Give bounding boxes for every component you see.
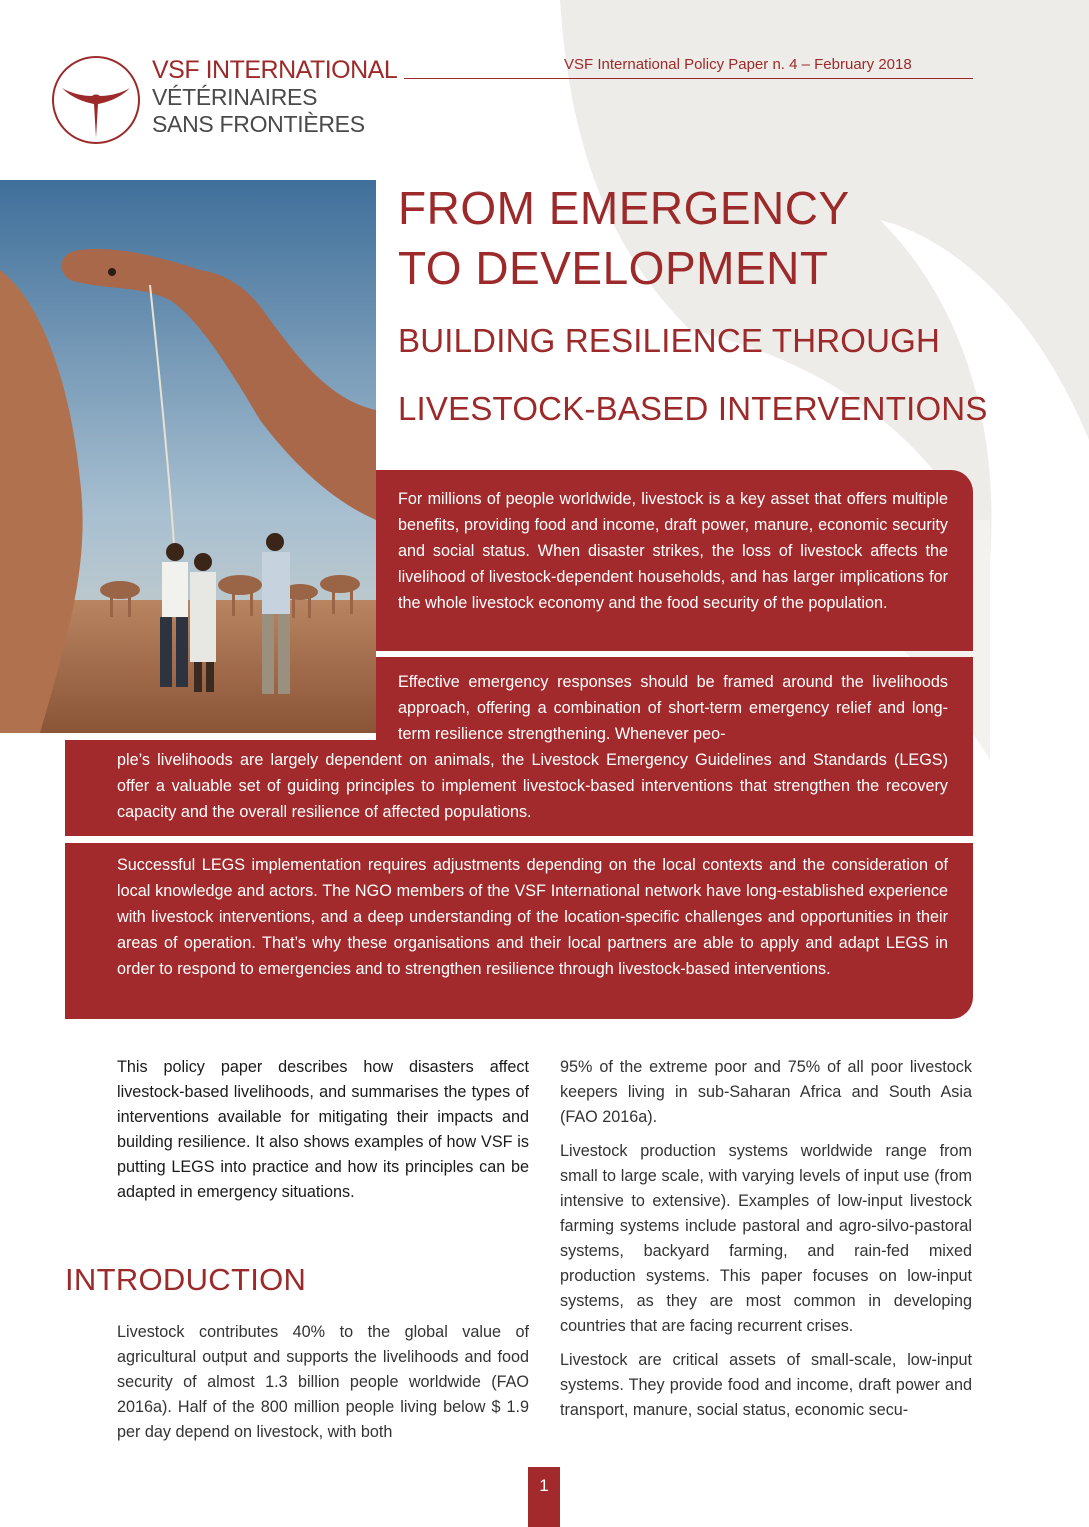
right-column-paragraph-1: 95% of the extreme poor and 75% of all poor livestock keepers living in sub-Saharan Africa and South Asia (FAO 2016a).	[560, 1058, 972, 1126]
organization-name	[152, 57, 397, 138]
header-divider	[404, 78, 973, 79]
title-line2: TO DEVELOPMENT	[398, 242, 829, 294]
org-name-line1: VSF INTERNATIONAL	[152, 56, 398, 84]
title-line1: FROM EMERGENCY	[398, 182, 850, 234]
summary-paragraph-1: For millions of people worldwide, livestock is a key asset that offers multiple benefits, providing food and income, draft power, manure, economic security and social status. When disaster strikes, the loss of livestock affects the livelihood of livestock-dependent households, and has larger implications for the whole livestock economy and the food security of the population.	[398, 490, 948, 612]
right-column-paragraph-2: Livestock production systems worldwide range from small to large scale, with varying levels of input use (from intensive to extensive). Examples of low-input livestock farming systems include pastoral and agro-silvo-pastoral systems, backyard farming, and rain-fed mixed production systems. This paper focuses on low-input systems, as they are most common in developing countries that are facing recurrent crises.	[560, 1142, 972, 1335]
summary-paragraph-2b: ple’s livelihoods are largely dependent on animals, the Livestock Emergency Guidelines and Standards (LEGS) offer a valuable set of guiding principles to implement livestock-based interventions that strengthen the recovery capacity and the overall resilience of affected populations.	[117, 751, 948, 821]
document-title	[398, 178, 850, 298]
org-name-line2: VÉTÉRINAIRES	[152, 84, 318, 110]
cover-photo-camels	[0, 180, 376, 733]
org-name-line3: SANS FRONTIÈRES	[152, 111, 365, 137]
section-heading-introduction: INTRODUCTION	[65, 1262, 307, 1297]
introduction-paragraph-1: Livestock contributes 40% to the global value of agricultural output and supports the livelihoods and food security of almost 1.3 billion people worldwide (FAO 2016a). Half of the 800 million people living below $ 1.9 per day depend on livestock, with both	[117, 1323, 529, 1441]
right-column	[560, 1055, 972, 1432]
subtitle-line1: BUILDING RESILIENCE THROUGH	[398, 322, 941, 359]
paper-identifier: VSF International Policy Paper n. 4 – February 2018	[564, 56, 912, 73]
summary-paragraph-3: Successful LEGS implementation requires adjustments depending on the local contexts and the consideration of local knowledge and actors. The NGO members of the VSF International network have long-established experience with livestock interventions, and a deep understanding of the location-specific challenges and opportunities in their areas of operation. That’s why these organisations and their local partners are able to apply and adapt LEGS in order to respond to emergencies and to strengthen resilience through livestock-based interventions.	[117, 856, 948, 978]
page-number: 1	[539, 1476, 549, 1495]
summary-paragraph-2a: Effective emergency responses should be framed around the livelihoods approach, offering a combination of short-term emergency relief and long-term resilience strengthening. Whenever peo-	[398, 673, 948, 743]
vsf-logo-icon	[50, 54, 142, 146]
subtitle-line2: LIVESTOCK-BASED INTERVENTIONS	[398, 390, 988, 427]
right-column-paragraph-3: Livestock are critical assets of small-scale, low-input systems. They provide food and income, draft power and transport, manure, social status, economic secu-	[560, 1351, 972, 1419]
policy-paper-description: This policy paper describes how disasters affect livestock-based livelihoods, and summarises the types of interventions available for mitigating their impacts and building resilience. It also shows examples of how VSF is putting LEGS into practice and how its principles can be adapted in emergency situations.	[117, 1058, 529, 1201]
